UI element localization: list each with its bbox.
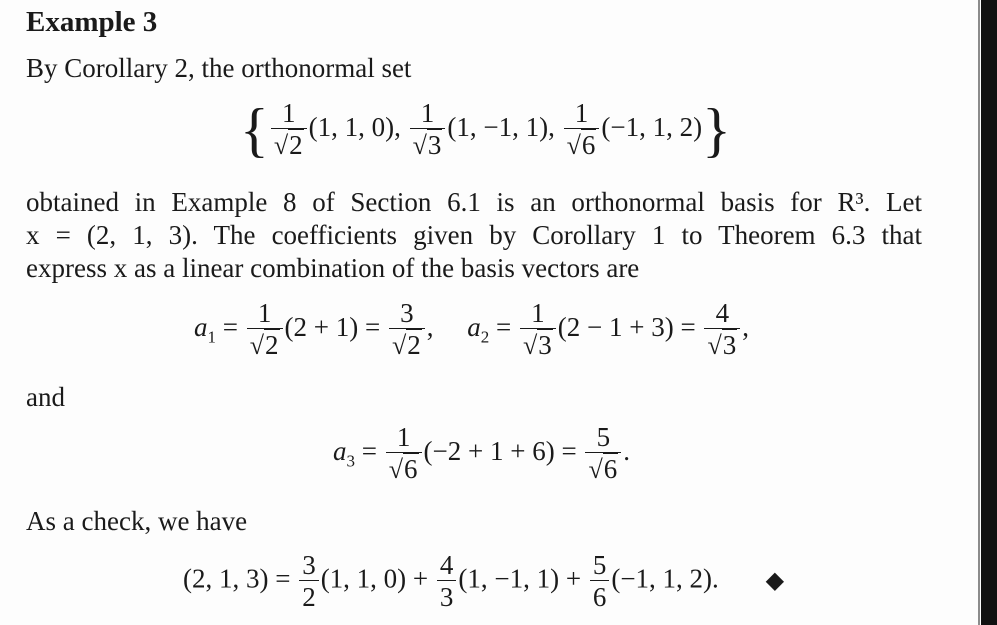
a1-result: $\frac{3}{√2}$ (389, 298, 425, 362)
a2-label: a (467, 312, 481, 343)
check-frac-1: $\frac{3}{2}$ (299, 550, 319, 613)
set-open-brace: { (240, 97, 269, 163)
para-line-2: x = (2, 1, 3). The coefficients given by Corollary 1 to Theorem 6.3 that (26, 220, 922, 250)
set-vector-3: (−1, 1, 2) (601, 112, 703, 143)
coefficient-a3-equation: $a_3$ = $\frac{1}{√6}$ (−2 + 1 + 6) = $\frac{5}{√6}$ . (333, 422, 630, 484)
check-frac-2: $\frac{4}{3}$ (437, 550, 457, 613)
a1-frac: $\frac{1}{√2}$ (247, 298, 283, 362)
para-line-3: express x as a linear combination of the basis vectors are (26, 253, 640, 283)
example-title: Example 3 (26, 6, 158, 38)
a2-expression: (2 − 1 + 3) = (557, 312, 696, 343)
coefficients-a1-a2-equation: $a_1$ = $\frac{1}{√2}$ (2 + 1) = $\frac{3}{√2}$ , $a_2$ = $\frac{1}{√3}$ (2 − 1 + 3) = $\frac{4}{√3}$ , (194, 298, 749, 360)
a3-label: a (333, 436, 347, 467)
orthonormal-set-equation (0, 98, 973, 162)
a1-expression: (2 + 1) = (284, 312, 381, 343)
set-frac-1: $\frac{1}{√2}$ (271, 98, 307, 162)
set-vector-2: (1, −1, 1), (447, 112, 555, 143)
check-equation: (2, 1, 3) = $\frac{3}{2}$ (1, 1, 0) + $\frac{4}{3}$ (1, −1, 1) + $\frac{5}{6}$ (−1, 1, 2). ◆ (182, 550, 785, 612)
check-lhs: (2, 1, 3) = (182, 563, 291, 594)
and-text: and (26, 382, 65, 412)
a3-frac: $\frac{1}{√6}$ (386, 422, 422, 486)
window-edge-bar (981, 0, 997, 625)
page-edge-line (978, 0, 980, 625)
set-close-brace: } (702, 97, 731, 163)
check-text: As a check, we have (26, 506, 248, 536)
a2-frac: $\frac{1}{√3}$ (520, 298, 556, 362)
set-frac-2: $\frac{1}{√3}$ (410, 98, 446, 162)
set-vector-1: (1, 1, 0), (308, 112, 401, 143)
a1-label: a (194, 312, 208, 343)
check-frac-3: $\frac{5}{6}$ (590, 550, 610, 613)
intro-text: By Corollary 2, the orthonormal set (26, 53, 412, 83)
a3-result: $\frac{5}{√6}$ (585, 422, 621, 486)
para-line-1: obtained in Example 8 of Section 6.1 is an orthonormal basis for R³. Let (26, 187, 922, 217)
end-of-example-diamond-icon: ◆ (765, 567, 785, 594)
set-frac-3: $\frac{1}{√6}$ (564, 98, 600, 162)
a3-expression: (−2 + 1 + 6) = (423, 436, 577, 467)
a2-result: $\frac{4}{√3}$ (704, 298, 740, 362)
